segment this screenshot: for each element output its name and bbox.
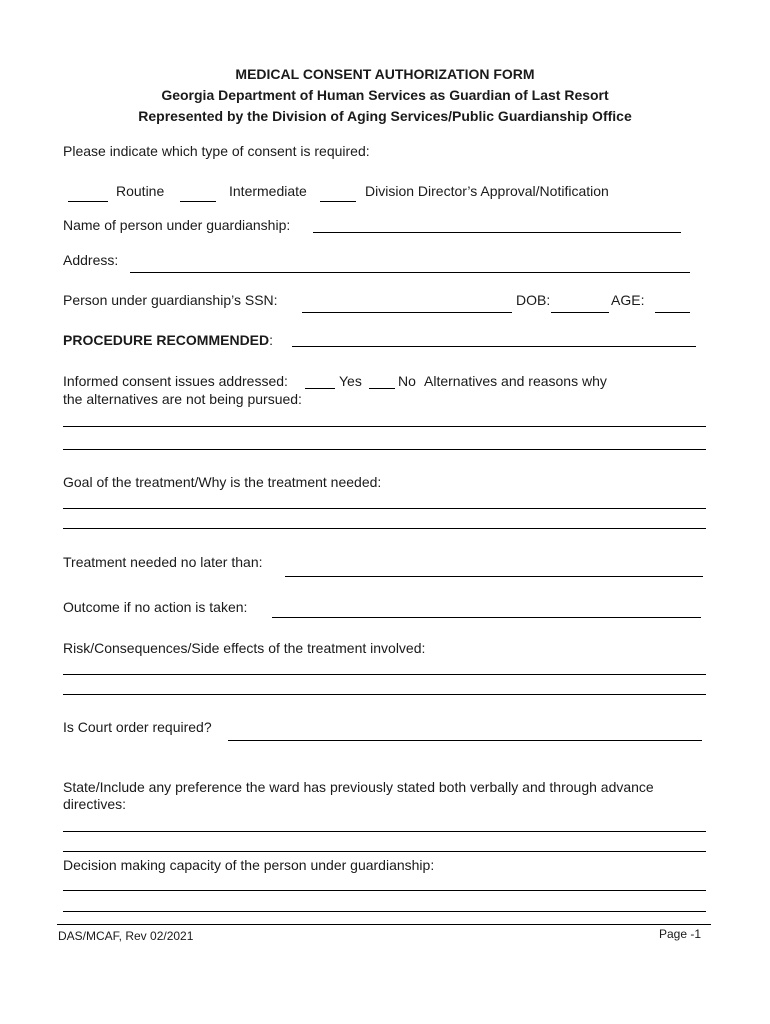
- footer-page-number: Page -1: [659, 927, 702, 941]
- alternatives-line-1[interactable]: [63, 426, 706, 427]
- capacity-label: Decision making capacity of the person under guardianship:: [63, 857, 435, 873]
- intermediate-blank[interactable]: [180, 201, 216, 202]
- address-field[interactable]: [130, 272, 690, 273]
- dob-label: DOB:: [516, 292, 551, 308]
- capacity-line-2[interactable]: [63, 911, 706, 912]
- risk-label: Risk/Consequences/Side effects of the treatment involved:: [63, 640, 426, 656]
- court-order-field[interactable]: [228, 740, 702, 741]
- preference-line-2[interactable]: [63, 851, 706, 852]
- ssn-field[interactable]: [302, 312, 512, 313]
- routine-label: Routine: [116, 183, 165, 199]
- procedure-field[interactable]: [292, 346, 696, 347]
- informed-no-blank[interactable]: [369, 388, 395, 389]
- preference-label: State/Include any preference the ward has previously stated both verbally and through advance: [63, 779, 654, 795]
- deadline-field[interactable]: [285, 576, 703, 577]
- name-field[interactable]: [313, 232, 681, 233]
- preference-label-cont: directives:: [63, 796, 127, 812]
- form-title: MEDICAL CONSENT AUTHORIZATION FORM: [235, 66, 535, 82]
- procedure-label-colon: :: [269, 332, 274, 348]
- form-subtitle-division: Represented by the Division of Aging Services/Public Guardianship Office: [138, 108, 632, 124]
- preference-line-1[interactable]: [63, 831, 706, 832]
- capacity-line-1[interactable]: [63, 890, 706, 891]
- outcome-label: Outcome if no action is taken:: [63, 599, 248, 615]
- address-label: Address:: [63, 252, 119, 268]
- footer-form-id: DAS/MCAF, Rev 02/2021: [58, 929, 194, 943]
- informed-yes-blank[interactable]: [305, 388, 335, 389]
- director-approval-blank[interactable]: [320, 201, 356, 202]
- footer-divider: [57, 924, 711, 925]
- informed-yes-label: Yes: [339, 373, 362, 389]
- ssn-label: Person under guardianship’s SSN:: [63, 292, 278, 308]
- name-label: Name of person under guardianship:: [63, 217, 291, 233]
- routine-blank[interactable]: [68, 201, 108, 202]
- procedure-label: [63, 332, 273, 348]
- age-field[interactable]: [655, 312, 690, 313]
- court-order-label: Is Court order required?: [63, 719, 212, 735]
- procedure-label-text: PROCEDURE RECOMMENDED: [63, 332, 270, 348]
- dob-field[interactable]: [551, 312, 609, 313]
- age-label: AGE:: [611, 292, 645, 308]
- risk-line-1[interactable]: [63, 674, 706, 675]
- consent-type-prompt: Please indicate which type of consent is required:: [63, 143, 370, 159]
- outcome-field[interactable]: [272, 617, 701, 618]
- alternatives-label: Alternatives and reasons why: [424, 373, 607, 389]
- intermediate-label: Intermediate: [229, 183, 307, 199]
- form-subtitle-agency: Georgia Department of Human Services as Guardian of Last Resort: [161, 87, 609, 103]
- informed-no-label: No: [398, 373, 416, 389]
- goal-line-2[interactable]: [63, 528, 706, 529]
- informed-consent-label: Informed consent issues addressed:: [63, 373, 288, 389]
- goal-line-1[interactable]: [63, 508, 706, 509]
- alternatives-line-2[interactable]: [63, 449, 706, 450]
- goal-label: Goal of the treatment/Why is the treatment needed:: [63, 474, 382, 490]
- deadline-label: Treatment needed no later than:: [63, 554, 263, 570]
- director-approval-label: Division Director’s Approval/Notification: [365, 183, 609, 199]
- alternatives-label-cont: the alternatives are not being pursued:: [63, 391, 302, 407]
- risk-line-2[interactable]: [63, 694, 706, 695]
